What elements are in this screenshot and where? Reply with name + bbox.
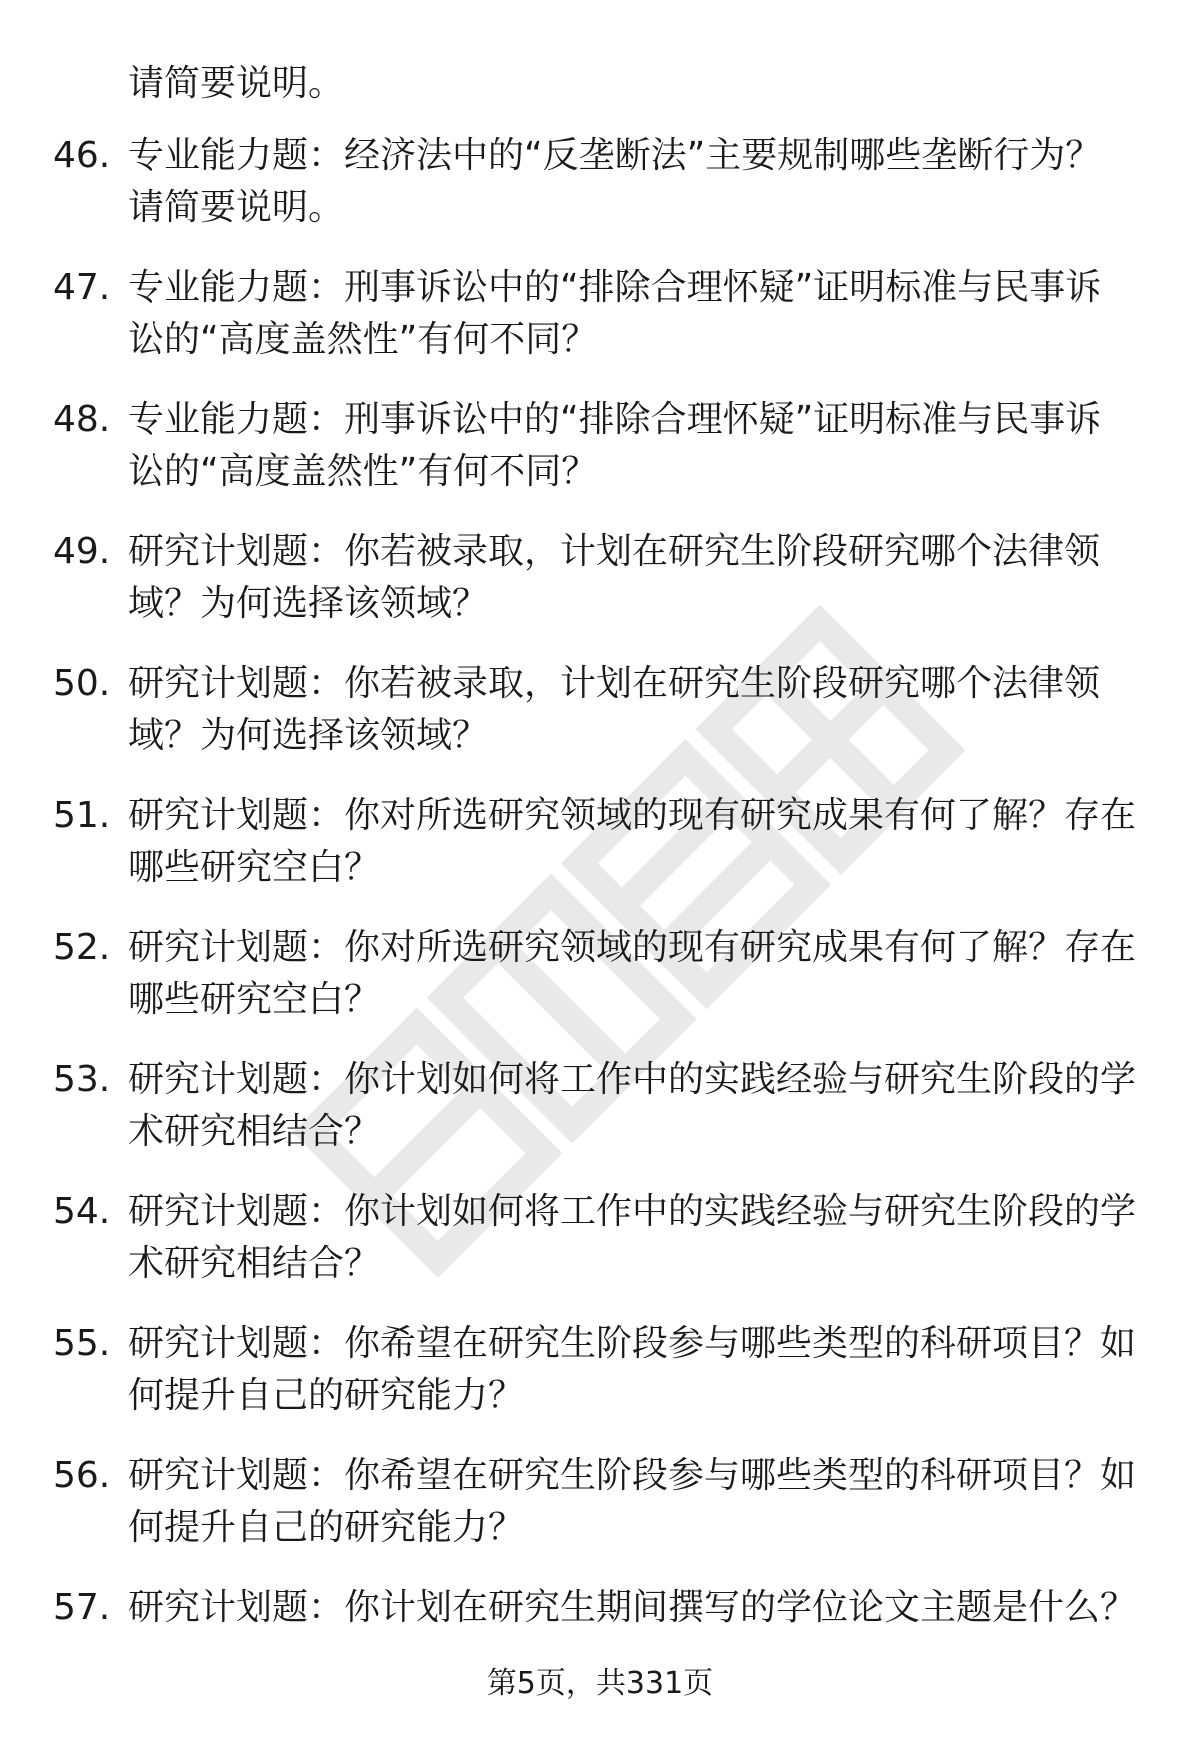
- question-item: [0, 922, 1200, 1054]
- question-item: [0, 658, 1200, 790]
- question-line: 研究计划题：你希望在研究生阶段参与哪些类型的科研项目？如: [128, 1455, 1137, 1496]
- question-line: 讼的“高度盖然性”有何不同？: [128, 451, 598, 492]
- question-text: [128, 1054, 1138, 1158]
- question-line: 讼的“高度盖然性”有何不同？: [128, 319, 598, 360]
- question-line: 何提升自己的研究能力？: [128, 1507, 525, 1548]
- question-line: 请简要说明。: [128, 63, 345, 104]
- question-text: [128, 1582, 1138, 1634]
- question-number: 56.: [53, 1455, 111, 1496]
- page-footer: 第5页，共331页: [486, 1666, 714, 1701]
- question-number: 46.: [53, 135, 111, 176]
- question-text: [128, 1450, 1138, 1554]
- question-text: [128, 1186, 1138, 1290]
- question-line: 哪些研究空白？: [128, 979, 381, 1020]
- question-item: [0, 790, 1200, 922]
- question-item: [0, 262, 1200, 394]
- question-number: 49.: [53, 531, 111, 572]
- question-number: 52.: [53, 927, 111, 968]
- question-line: 术研究相结合？: [128, 1243, 381, 1284]
- question-text: [128, 526, 1138, 630]
- question-number: 47.: [53, 267, 111, 308]
- question-item: [0, 1054, 1200, 1186]
- question-line: 研究计划题：你希望在研究生阶段参与哪些类型的科研项目？如: [128, 1323, 1137, 1364]
- question-line: 研究计划题：你计划在研究生期间撰写的学位论文主题是什么？: [128, 1587, 1137, 1628]
- question-text: [128, 262, 1138, 366]
- question-line: 域？为何选择该领域？: [128, 583, 489, 624]
- question-line: 专业能力题：刑事诉讼中的“排除合理怀疑”证明标准与民事诉: [128, 399, 1102, 440]
- question-list: [0, 58, 1200, 1714]
- question-line: 请简要说明。: [128, 187, 345, 228]
- question-text: [128, 394, 1138, 498]
- question-item: [0, 1450, 1200, 1582]
- question-text: [128, 658, 1138, 762]
- question-line: 何提升自己的研究能力？: [128, 1375, 525, 1416]
- question-line: 研究计划题：你对所选研究领域的现有研究成果有何了解？存在: [128, 927, 1137, 968]
- continued-question-text: [128, 58, 1138, 110]
- question-number: 53.: [53, 1059, 111, 1100]
- question-line: 术研究相结合？: [128, 1111, 381, 1152]
- question-item: [0, 526, 1200, 658]
- question-text: [128, 790, 1138, 894]
- question-line: 域？为何选择该领域？: [128, 715, 489, 756]
- question-number: 48.: [53, 399, 111, 440]
- question-item: [0, 394, 1200, 526]
- question-text: [128, 130, 1138, 234]
- question-number: 55.: [53, 1323, 111, 1364]
- question-line: 研究计划题：你若被录取，计划在研究生阶段研究哪个法律领: [128, 663, 1101, 704]
- question-number: 54.: [53, 1191, 111, 1232]
- continued-question: [0, 58, 1200, 130]
- question-line: 研究计划题：你计划如何将工作中的实践经验与研究生阶段的学: [128, 1191, 1137, 1232]
- question-line: 专业能力题：刑事诉讼中的“排除合理怀疑”证明标准与民事诉: [128, 267, 1102, 308]
- question-line: 研究计划题：你对所选研究领域的现有研究成果有何了解？存在: [128, 795, 1137, 836]
- question-text: [128, 1318, 1138, 1422]
- question-item: [0, 1318, 1200, 1450]
- question-line: 哪些研究空白？: [128, 847, 381, 888]
- question-line: 研究计划题：你计划如何将工作中的实践经验与研究生阶段的学: [128, 1059, 1137, 1100]
- question-line: 研究计划题：你若被录取，计划在研究生阶段研究哪个法律领: [128, 531, 1101, 572]
- question-number: 57.: [53, 1587, 111, 1628]
- question-number: 51.: [53, 795, 111, 836]
- question-text: [128, 922, 1138, 1026]
- question-item: [0, 130, 1200, 262]
- question-number: 50.: [53, 663, 111, 704]
- question-item: [0, 1186, 1200, 1318]
- question-line: 专业能力题：经济法中的“反垄断法”主要规制哪些垄断行为？: [128, 135, 1102, 176]
